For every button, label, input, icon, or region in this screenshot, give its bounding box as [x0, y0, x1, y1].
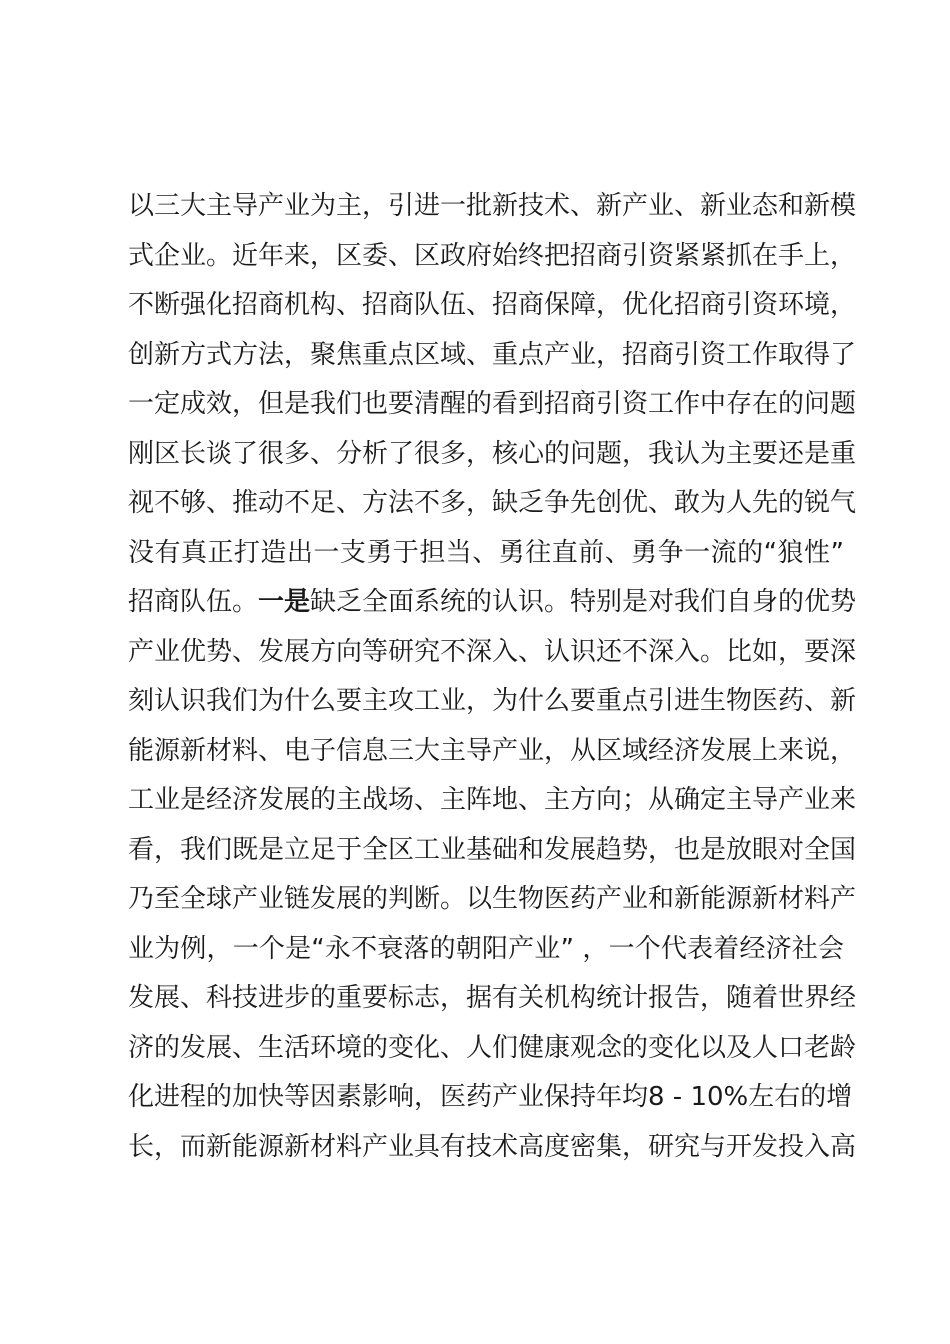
- text-line-with-emphasis: [128, 578, 857, 628]
- text-line: 式企业。近年来，区委、区政府始终把招商引资紧紧抓在手上，: [128, 240, 857, 271]
- text-line: 刚区长谈了很多、分析了很多，核心的问题，我认为主要还是重: [128, 438, 857, 469]
- text-line: 不断强化招商机构、招商队伍、招商保障，优化招商引资环境，: [128, 290, 857, 320]
- text-line: 济的发展、生活环境的变化、人们健康观念的变化以及人口老龄: [128, 1032, 857, 1063]
- text-line: 能源新材料、电子信息三大主导产业，从区域经济发展上来说，: [128, 735, 857, 766]
- text-line: 以三大主导产业为主，引进一批新技术、新产业、新业态和新模: [128, 191, 857, 221]
- text-line: 发展、科技进步的重要标志，据有关机构统计报告，随着世界经: [128, 983, 857, 1013]
- emphasis-label: 一是: [258, 587, 311, 617]
- text-line: 创新方式方法，聚焦重点区域、重点产业，招商引资工作取得了: [128, 339, 857, 370]
- text-line: 刻认识我们为什么要主攻工业，为什么要重点引进生物医药、新: [128, 686, 857, 716]
- body-paragraph: [128, 182, 857, 1172]
- text-line: 看，我们既是立足于全区工业基础和发展趋势，也是放眼对全国: [128, 834, 857, 865]
- text-line: 没有真正打造出一支勇于担当、勇往直前、勇争一流的“狼性”: [128, 537, 844, 568]
- text-segment: 缺乏全面系统的认识。特别是对我们自身的优势: [310, 587, 857, 617]
- text-line: 一定成效，但是我们也要清醒的看到招商引资工作中存在的问题: [128, 389, 857, 419]
- text-line: 产业优势、发展方向等研究不深入、认识还不深入。比如，要深: [128, 636, 857, 667]
- text-line: 视不够、推动不足、方法不多，缺乏争先创优、敢为人先的锐气: [128, 488, 857, 518]
- text-line: 工业是经济发展的主战场、主阵地、主方向；从确定主导产业来: [128, 785, 857, 815]
- text-line: 长，而新能源新材料产业具有技术高度密集，研究与开发投入高: [128, 1131, 857, 1162]
- text-line: 乃至全球产业链发展的判断。以生物医药产业和新能源新材料产: [128, 884, 857, 914]
- text-line: 业为例，一个是“永不衰落的朝阳产业” ，一个代表着经济社会: [128, 933, 844, 964]
- text-line: 化进程的加快等因素影响，医药产业保持年均8 - 10%左右的增: [128, 1082, 853, 1112]
- text-segment: 招商队伍。: [128, 587, 259, 617]
